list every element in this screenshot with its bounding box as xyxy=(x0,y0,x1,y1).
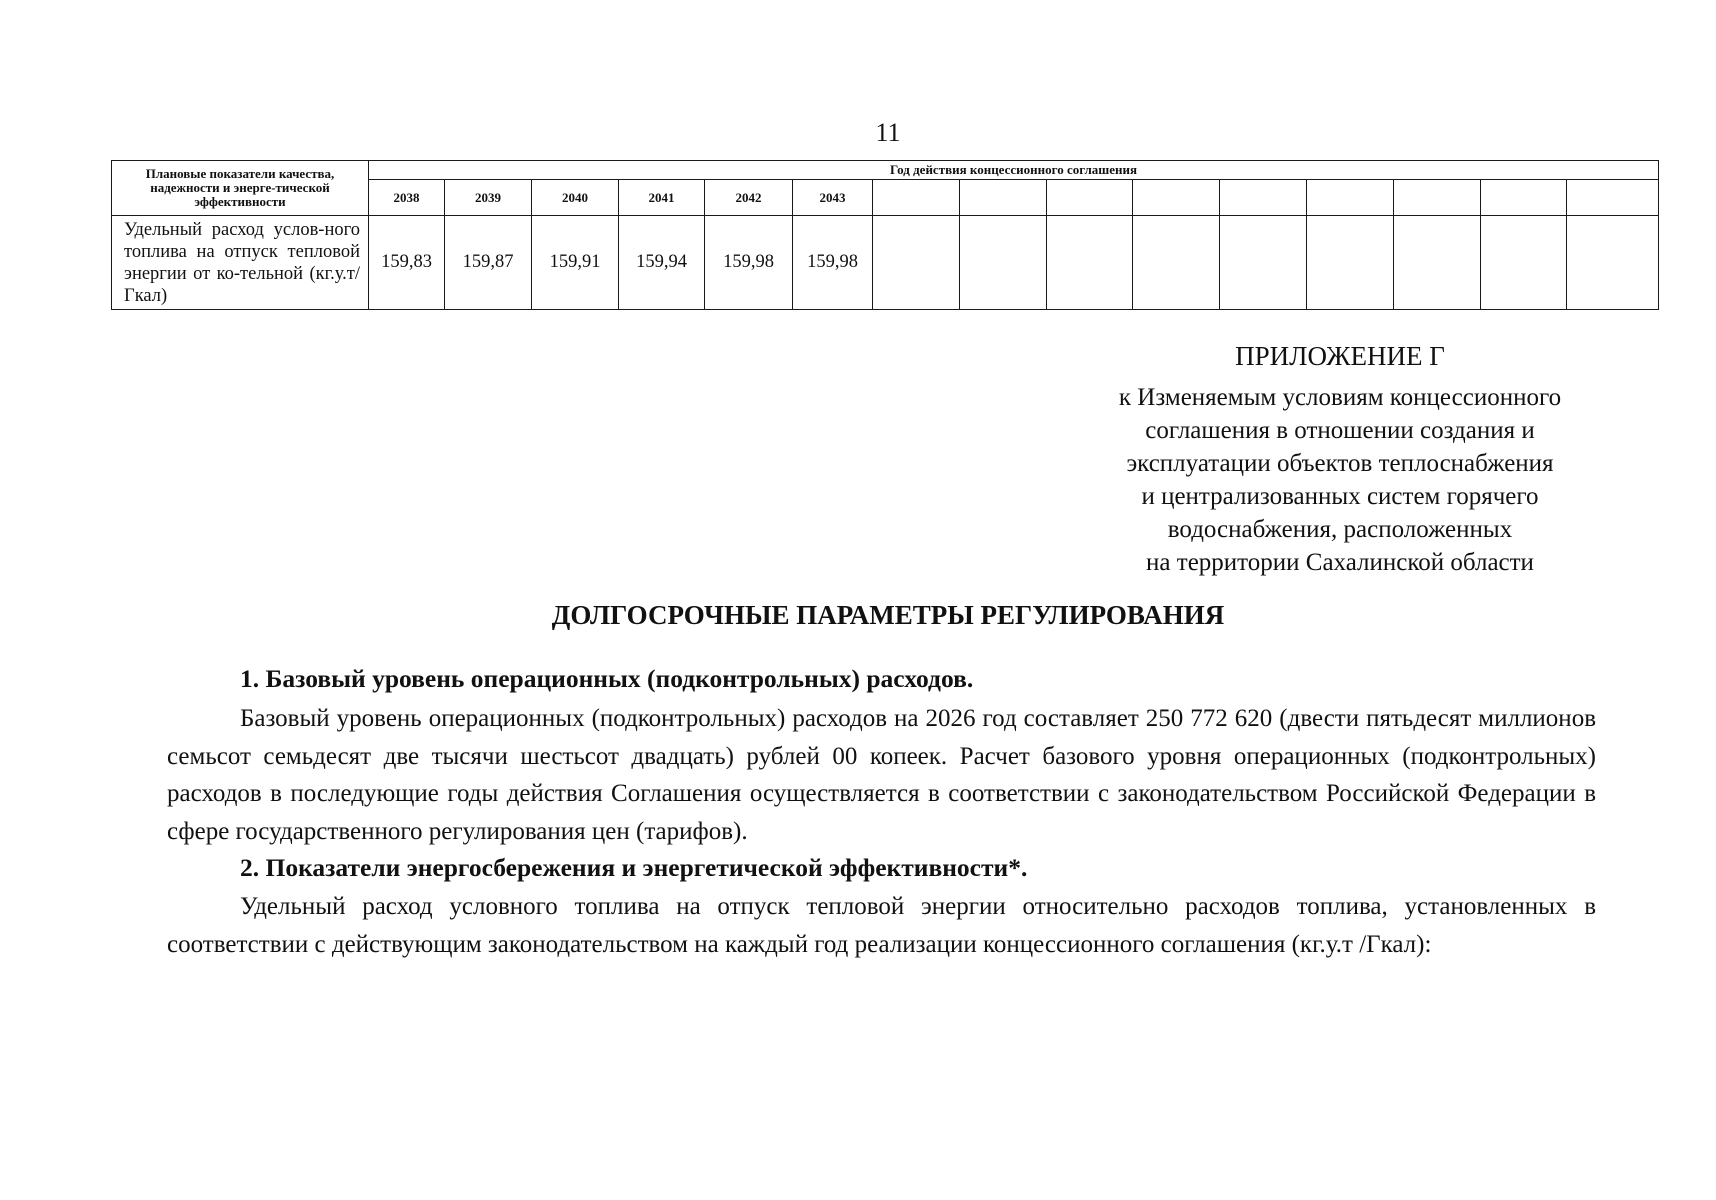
section-heading: 1. Базовый уровень операционных (подконтрольных) расходов. xyxy=(240,664,974,693)
paragraph: Базовый уровень операционных (подконтрольных) расходов на 2026 год составляет 250 772 620 (двести пятьдесят миллионов семьсот семьдесят две тысячи шестьсот двадцать) рублей 00 копеек. Расчет базового уровня операционных (подконтрольных) расходов в последующие годы действия Соглашения осуществляется в соответствии с законодательством Российской Федерации в сфере государственного регулирования цен (тарифов). xyxy=(167,705,1596,845)
value-cell xyxy=(1307,216,1394,310)
appendix-line: водоснабжения, расположенных xyxy=(1167,516,1513,543)
year-group-header: Год действия концессионного соглашения xyxy=(369,161,1659,180)
value-cell: 159,98 xyxy=(793,216,873,310)
value-cell xyxy=(1220,216,1307,310)
value-cell: 159,83 xyxy=(369,216,445,310)
year-header: 2040 xyxy=(532,180,619,216)
main-title: ДОЛГОСРОЧНЫЕ ПАРАМЕТРЫ РЕГУЛИРОВАНИЯ xyxy=(551,600,1225,630)
appendix-line: к Изменяемым условиям концессионного xyxy=(1118,384,1562,411)
value-cell: 159,91 xyxy=(532,216,619,310)
appendix-line: эксплуатации объектов теплоснабжения xyxy=(1126,450,1554,477)
appendix-block xyxy=(1040,340,1640,579)
appendix-line: на территории Сахалинской области xyxy=(1146,549,1534,576)
appendix-line: и централизованных систем горячего xyxy=(1141,483,1539,510)
year-header: 2043 xyxy=(793,180,873,216)
year-header: 2041 xyxy=(619,180,705,216)
year-header xyxy=(1307,180,1394,216)
indicator-label: Удельный расход услов-ного топлива на отпуск тепловой энергии от ко-тельной (кг.у.т/Гкал) xyxy=(112,216,369,310)
year-header: 2039 xyxy=(445,180,532,216)
value-cell xyxy=(960,216,1047,310)
appendix-title: ПРИЛОЖЕНИЕ Г xyxy=(1235,341,1445,371)
value-cell: 159,98 xyxy=(705,216,793,310)
value-cell xyxy=(1047,216,1133,310)
value-cell xyxy=(1567,216,1659,310)
year-header: 2038 xyxy=(369,180,445,216)
appendix-line: соглашения в отношении создания и xyxy=(1145,417,1535,444)
year-header: 2042 xyxy=(705,180,793,216)
year-header xyxy=(1481,180,1567,216)
value-cell: 159,87 xyxy=(445,216,532,310)
indicator-column-header: Плановые показатели качества, надежности и энерге-тической эффективности xyxy=(112,161,369,216)
indicators-table xyxy=(111,160,1659,310)
year-header xyxy=(1394,180,1481,216)
year-header xyxy=(1133,180,1220,216)
value-cell xyxy=(1133,216,1220,310)
value-cell: 159,94 xyxy=(619,216,705,310)
year-header xyxy=(960,180,1047,216)
year-header xyxy=(1220,180,1307,216)
year-header xyxy=(1047,180,1133,216)
year-header xyxy=(1567,180,1659,216)
table-row xyxy=(112,216,1659,310)
paragraph: Удельный расход условного топлива на отпуск тепловой энергии относительно расходов топлива, установленных в соответствии с действующим законодательством на каждый год реализации концессионного соглашения (кг.у.т /Гкал): xyxy=(167,893,1596,958)
value-cell xyxy=(1481,216,1567,310)
page-number: 11 xyxy=(875,118,901,147)
value-cell xyxy=(1394,216,1481,310)
year-header xyxy=(873,180,960,216)
section-heading: 2. Показатели энергосбережения и энергетической эффективности*. xyxy=(240,853,1028,882)
value-cell xyxy=(873,216,960,310)
